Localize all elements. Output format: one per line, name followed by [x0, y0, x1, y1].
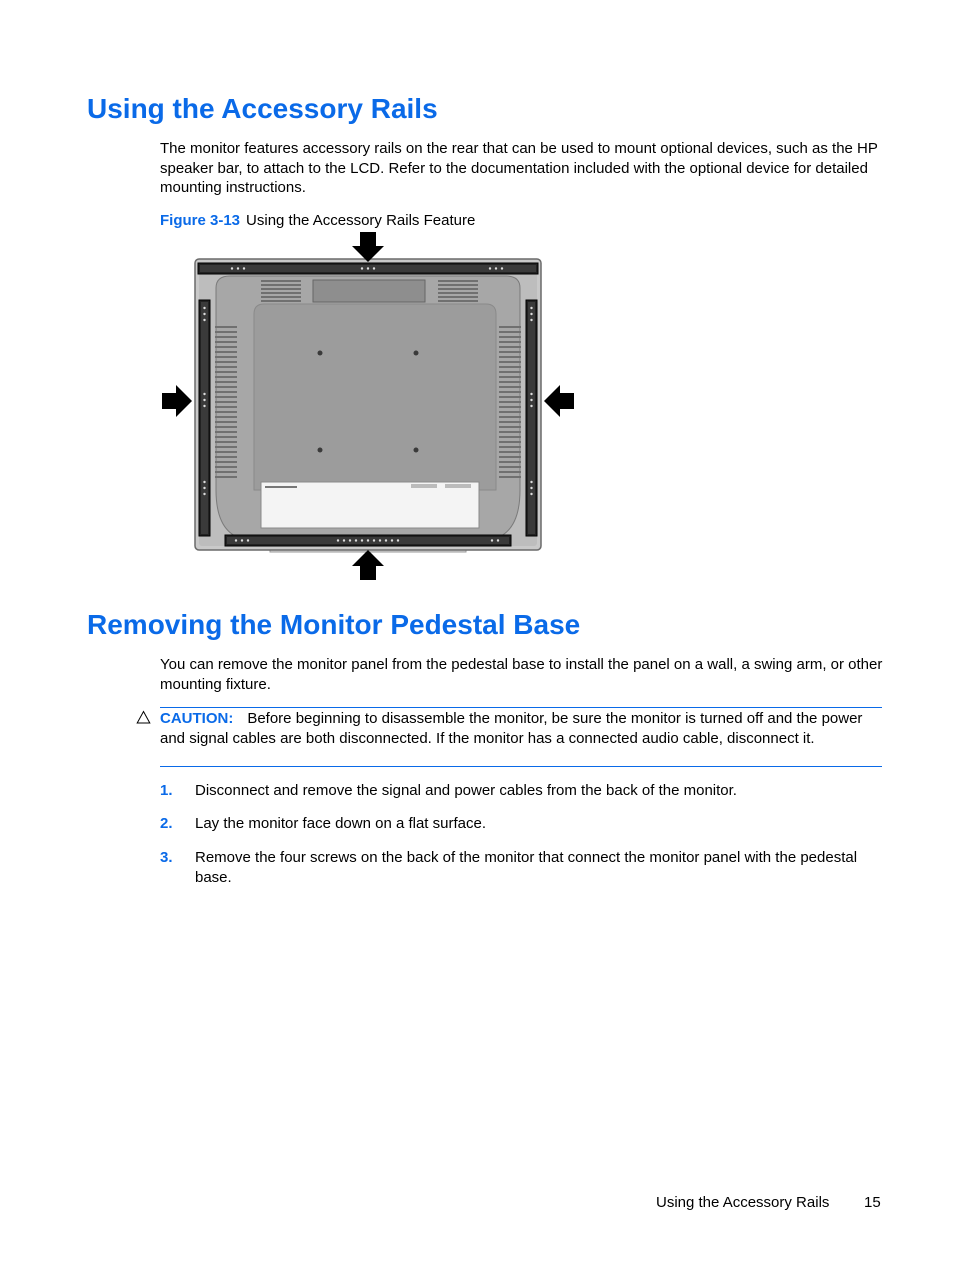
figure-caption-text: Using the Accessory Rails Feature — [246, 212, 476, 229]
warning-triangle-icon — [136, 710, 151, 725]
section-title-accessory-rails: Using the Accessory Rails — [87, 93, 438, 124]
removing-pedestal-body: You can remove the monitor panel from the pedestal base to install the panel on a wall, a swing arm, or other mounting fixture. — [160, 656, 883, 693]
section-title-removing-pedestal: Removing the Monitor Pedestal Base — [87, 609, 581, 640]
step-number: 3. — [160, 849, 173, 866]
footer-section-name: Using the Accessory Rails — [656, 1194, 830, 1211]
step-number: 1. — [160, 782, 173, 799]
caution-label: CAUTION: — [160, 710, 234, 727]
footer-page-number: 15 — [864, 1194, 881, 1211]
step-text: Remove the four screws on the back of the monitor that connect the monitor panel with the pedestal base. — [195, 849, 858, 886]
step-text: Lay the monitor face down on a flat surface. — [195, 815, 486, 832]
figure-label: Figure 3-13 — [160, 212, 241, 229]
step-number: 2. — [160, 815, 173, 832]
caution-text: Before beginning to disassemble the monitor, be sure the monitor is turned off and the power and signal cables are both disconnected. If the monitor has a connected audio cable, disconnect it. — [160, 710, 863, 747]
step-text: Disconnect and remove the signal and power cables from the back of the monitor. — [195, 782, 737, 799]
caution-box — [160, 707, 882, 767]
accessory-rails-body: The monitor features accessory rails on the rear that can be used to mount optional devices, such as the HP speaker bar, to attach to the LCD. Refer to the documentation included with the optional device for detailed mounting instructions. — [160, 140, 878, 196]
monitor-rear-with-arrows-icon — [158, 228, 578, 584]
